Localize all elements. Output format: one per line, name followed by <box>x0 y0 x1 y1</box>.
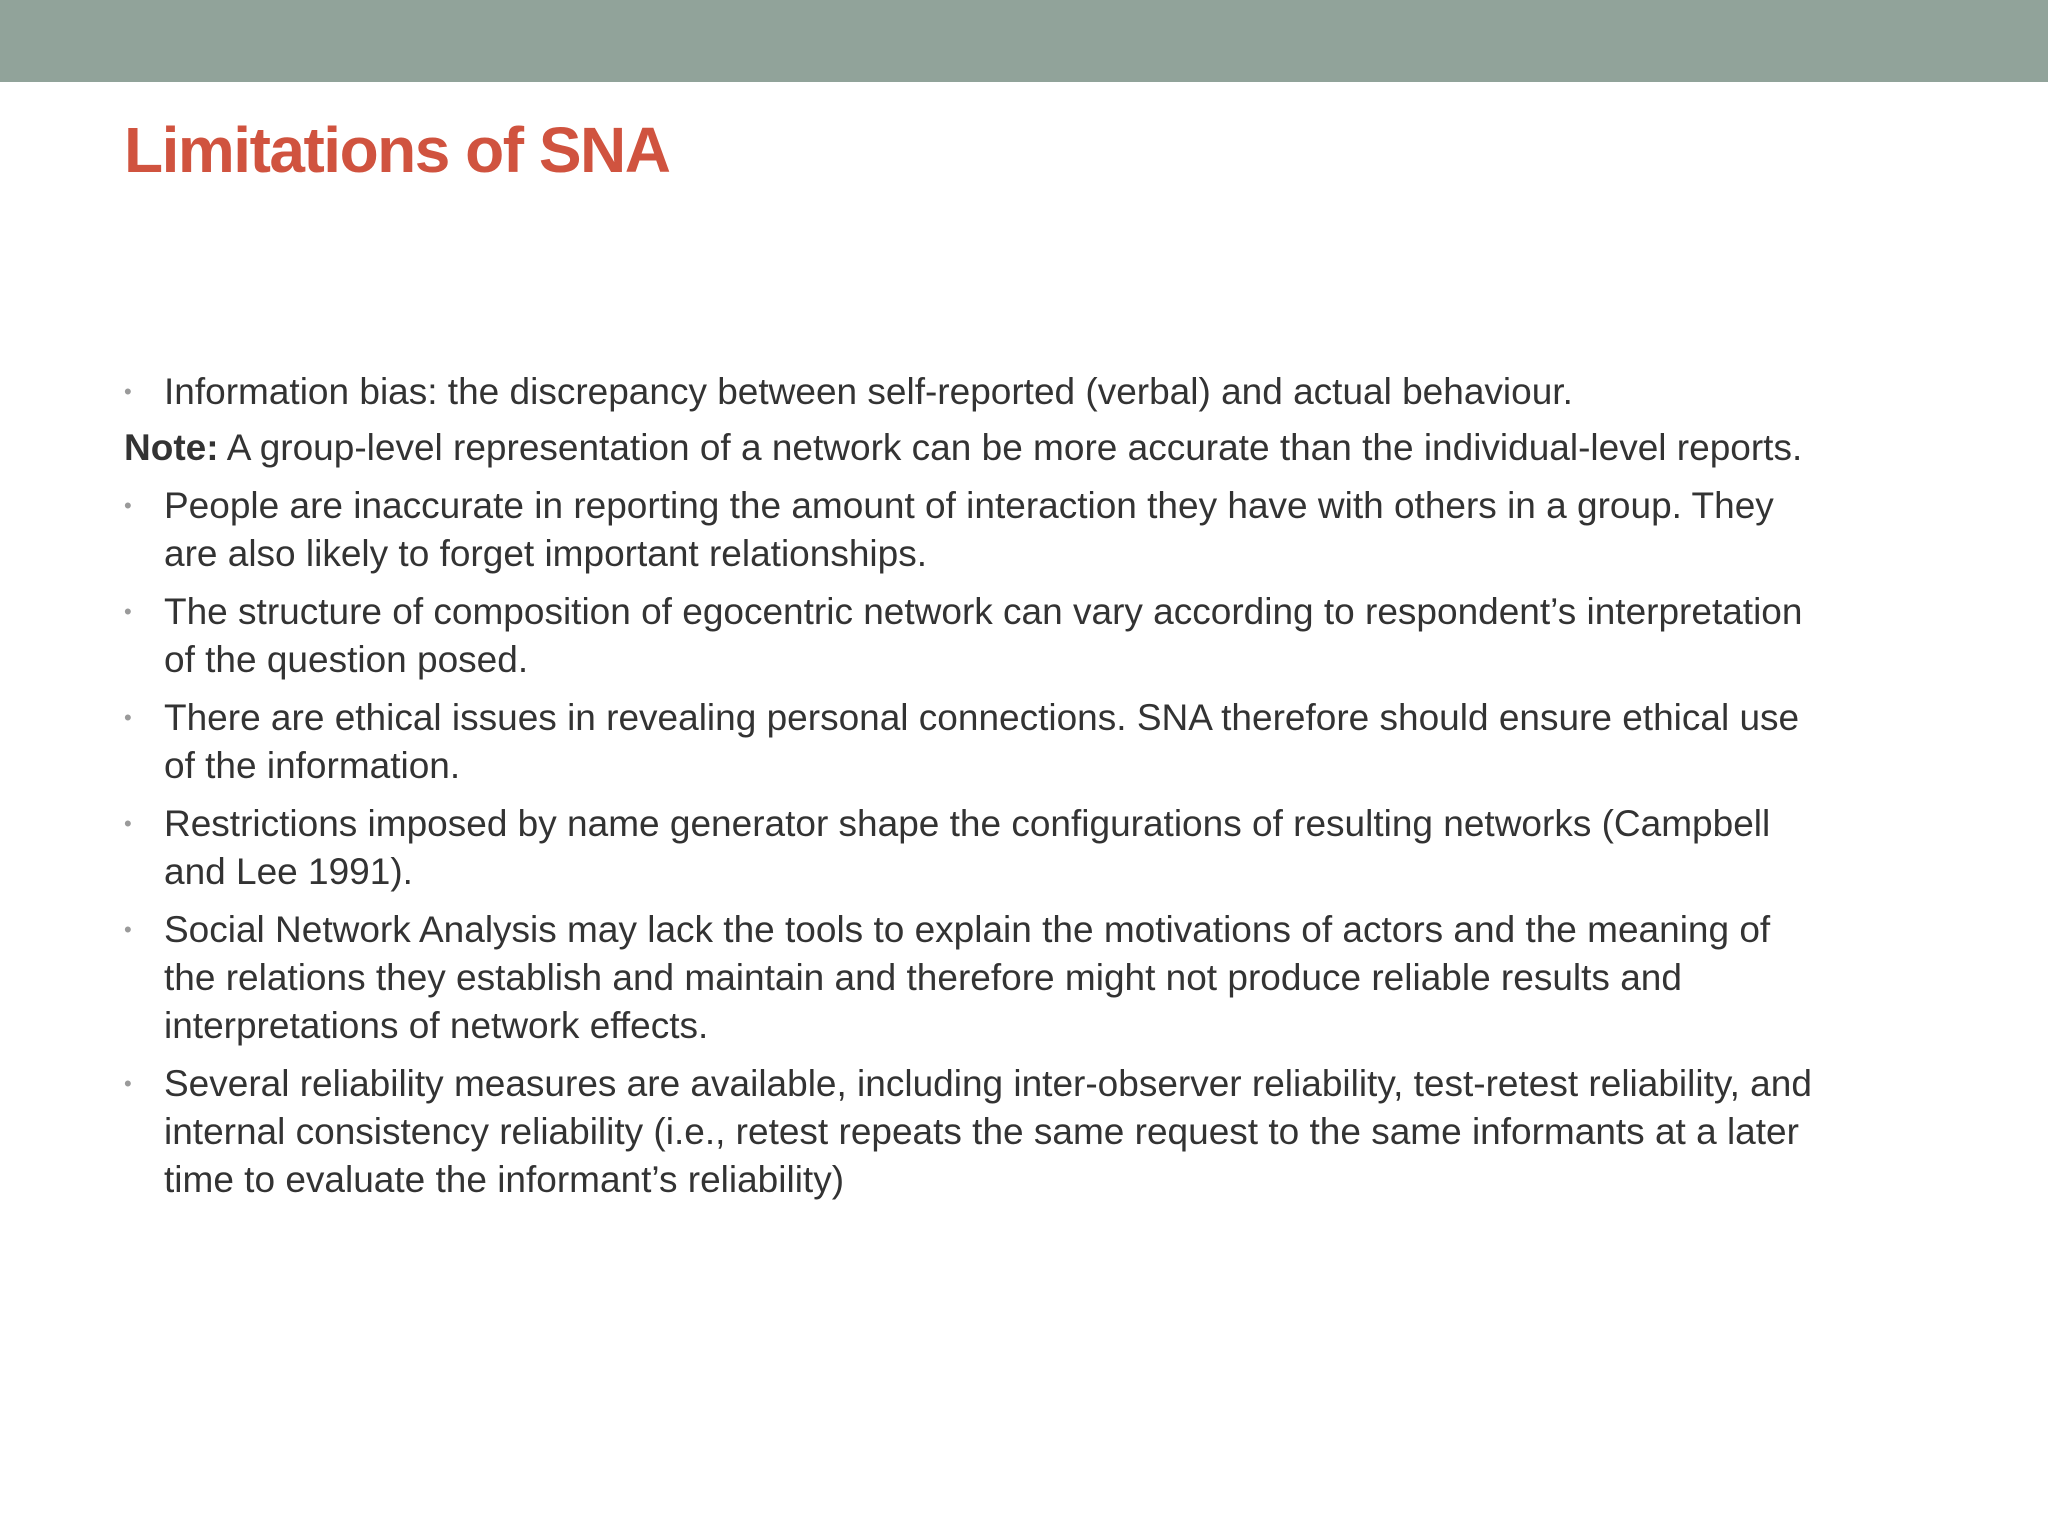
bullet-text: The structure of composition of egocentric network can vary according to respondent’s interpretation of the question posed. <box>164 591 1803 680</box>
bullet-text: Restrictions imposed by name generator shape the configurations of resulting networks (Campbell and Lee 1991). <box>164 803 1771 892</box>
bullet-text: People are inaccurate in reporting the amount of interaction they have with others in a group. They are also likely to forget important relationships. <box>164 485 1774 574</box>
bullet-item <box>124 482 1824 578</box>
note-text: A group-level representation of a network can be more accurate than the individual-level reports. <box>218 427 1803 468</box>
bullet-item <box>124 588 1824 684</box>
bullet-text: Information bias: the discrepancy between self-reported (verbal) and actual behaviour. <box>164 371 1573 412</box>
slide-title: Limitations of SNA <box>124 114 670 186</box>
note-paragraph <box>124 424 1824 472</box>
bullet-icon: • <box>124 599 132 624</box>
bullet-text: Social Network Analysis may lack the tools to explain the motivations of actors and the meaning of the relations they establish and maintain and therefore might not produce reliable results and interpretations of network effects. <box>164 909 1771 1046</box>
bullet-item <box>124 800 1824 896</box>
bullet-item <box>124 906 1824 1050</box>
bullet-icon: • <box>124 379 132 404</box>
bullet-text: There are ethical issues in revealing personal connections. SNA therefore should ensure ethical use of the information. <box>164 697 1800 786</box>
slide-body <box>124 368 1824 1214</box>
header-bar <box>0 0 2048 82</box>
bullet-item <box>124 368 1824 416</box>
bullet-icon: • <box>124 705 132 730</box>
bullet-item <box>124 694 1824 790</box>
bullet-icon: • <box>124 493 132 518</box>
bullet-text: Several reliability measures are available, including inter-observer reliability, test-retest reliability, and internal consistency reliability (i.e., retest repeats the same request to the same informants at a later time to evaluate the informant’s reliability) <box>164 1063 1812 1200</box>
bullet-icon: • <box>124 917 132 942</box>
note-label: Note: <box>124 427 219 468</box>
bullet-icon: • <box>124 1071 132 1096</box>
bullet-item <box>124 1060 1824 1204</box>
bullet-icon: • <box>124 811 132 836</box>
